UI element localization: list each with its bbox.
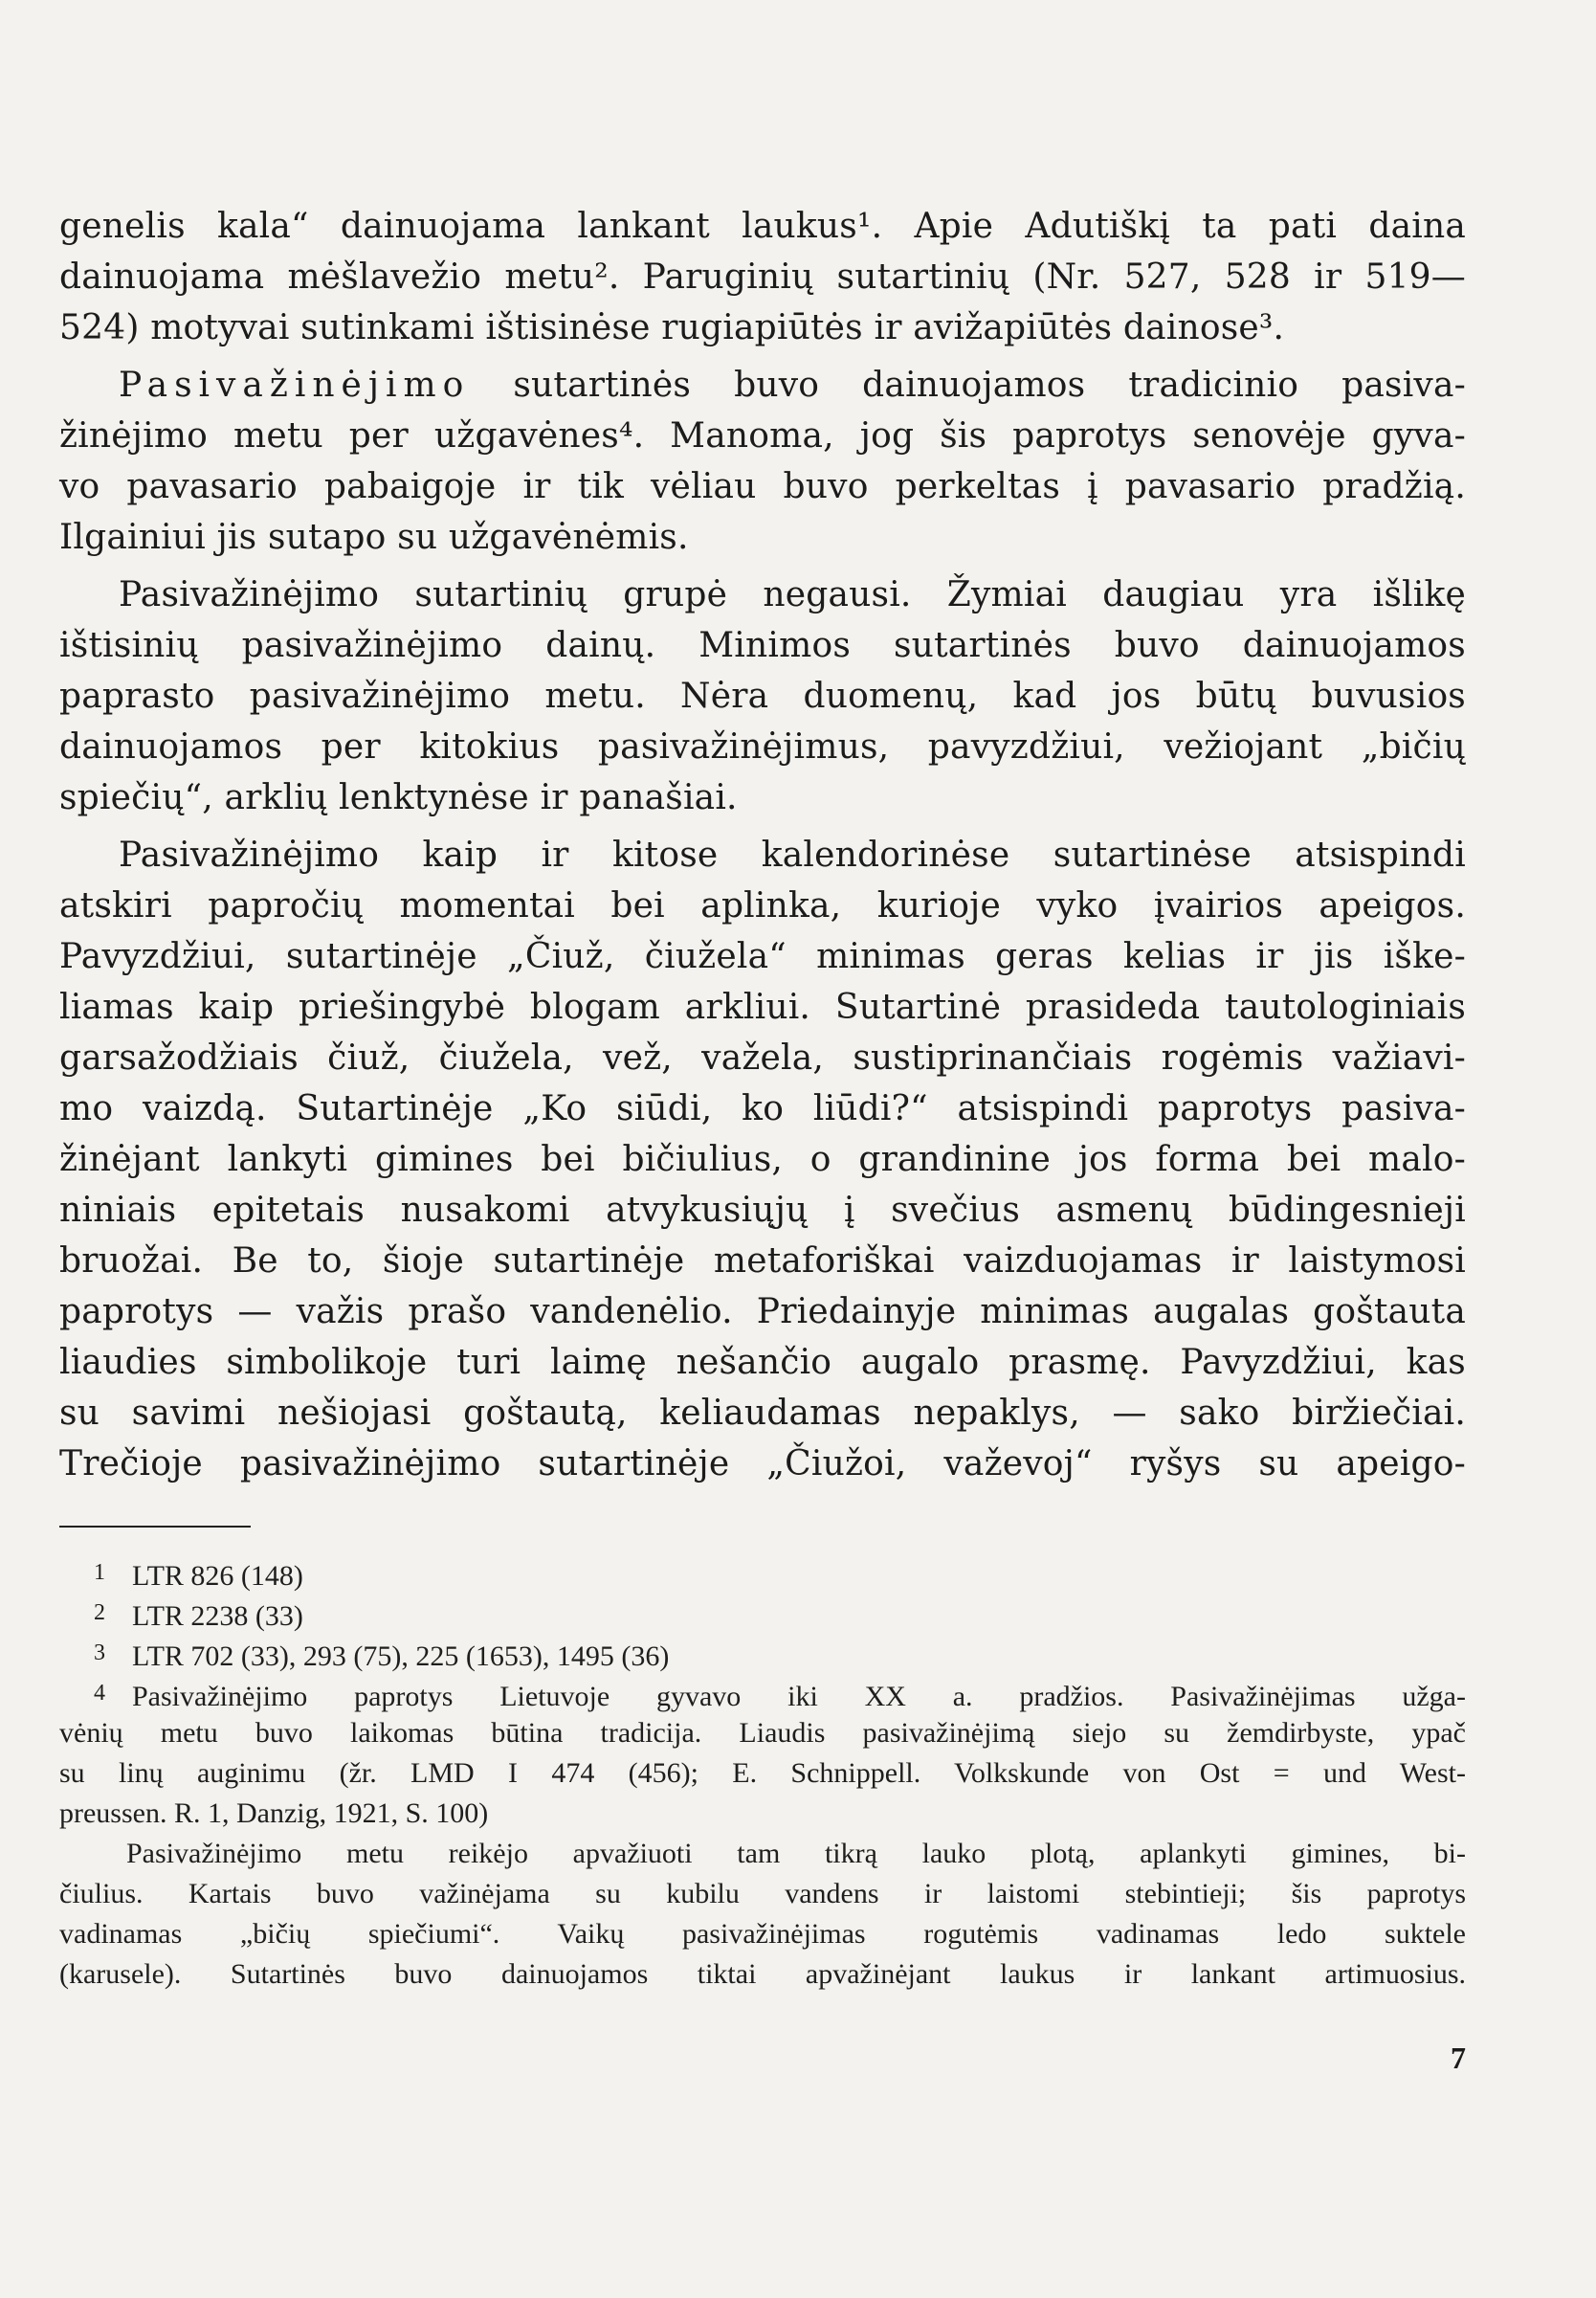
page-number: 7 (1451, 2041, 1466, 2075)
text-line: niniais epitetais nusakomi atvykusiųjų į svečius asmenų būdingesnieji (59, 1191, 1466, 1230)
footnote-text: LTR 2238 (33) (132, 1600, 303, 1632)
text-line (59, 360, 1466, 411)
footnote-text: LTR 702 (33), 293 (75), 225 (1653), 1495 (36) (132, 1640, 670, 1672)
text-line: Pasivažinėjimo sutartinių grupė negausi. Žymiai daugiau yra išlikę (119, 575, 1466, 614)
text-line: paprasto pasivažinėjimo metu. Nėra duomenų, kad jos būtų buvusios (59, 677, 1466, 716)
text-line: žinėjant lankyti gimines bei bičiulius, o grandinine jos forma bei malo- (59, 1140, 1466, 1179)
footnote-paragraph-line: čiulius. Kartais buvo važinėjama su kubilu vandens ir laistomi stebintieji; šis paprotys (59, 1878, 1466, 1909)
text-line: su savimi nešiojasi goštautą, keliaudamas nepaklys, — sako biržiečiai. (59, 1394, 1466, 1433)
footnote-text-line: su linų auginimu (žr. LMD I 474 (456); E. Schnippell. Volkskunde von Ost = und West- (59, 1757, 1466, 1789)
footnote-1: 1 LTR 826 (148) (94, 1560, 303, 1592)
text-line: dainuojamos per kitokius pasivažinėjimus, pavyzdžiui, vežiojant „bičių (59, 727, 1466, 767)
footnote-text-line: preussen. R. 1, Danzig, 1921, S. 100) (59, 1797, 489, 1829)
footnote-text-line: vėnių metu buvo laikomas būtina tradicija. Liaudis pasivažinėjimą siejo su žemdirbyste, ypač (59, 1717, 1466, 1749)
footnote-paragraph-line: vadinamas „bičių spiečiumi“. Vaikų pasivažinėjimas rogutėmis vadinamas ledo suktele (59, 1918, 1466, 1950)
footnote-paragraph-line: Pasivažinėjimo metu reikėjo apvažiuoti tam tikrą lauko plotą, aplankyti gimines, bi- (126, 1838, 1466, 1869)
text-line: mo vaizdą. Sutartinėje „Ko siūdi, ko liūdi?“ atsispindi paprotys pasiva- (59, 1089, 1466, 1128)
text-line: garsažodžiais čiuž, čiužela, vež, važela, sustiprinančiais rogėmis važiavi- (59, 1038, 1466, 1078)
text-line: liamas kaip priešingybė blogam arkliui. Sutartinė prasideda tautologiniais (59, 988, 1466, 1027)
text-line-rest: sutartinės buvo dainuojamos tradicinio pasiva- (470, 366, 1466, 405)
text-line: Pasivažinėjimo kaip ir kitose kalendorinėse sutartinėse atsispindi (119, 836, 1466, 875)
text-line: vo pavasario pabaigoje ir tik vėliau buvo perkeltas į pavasario pradžią. (59, 467, 1466, 506)
text-line: ištisinių pasivažinėjimo dainų. Minimos sutartinės buvo dainuojamos (59, 626, 1466, 665)
footnote-2: 2 LTR 2238 (33) (94, 1600, 303, 1632)
text-line: paprotys — važis prašo vandenėlio. Priedainyje minimas augalas goštauta (59, 1292, 1466, 1331)
text-line: genelis kala“ dainuojama lankant laukus¹. Apie Adutiškį ta pati daina (59, 207, 1466, 246)
footnote-paragraph-line: (karusele). Sutartinės buvo dainuojamos tiktai apvažinėjant laukus ir lankant artimuosius. (59, 1958, 1466, 1990)
main-text (59, 201, 1466, 1489)
footnote-4: 4 Pasivažinėjimo paprotys Lietuvoje gyvavo iki XX a. pradžios. Pasivažinėjimas užga- (94, 1681, 1466, 1712)
text-line: atskiri papročių momentai bei aplinka, kurioje vyko įvairios apeigos. (59, 886, 1466, 926)
footnote-text: Pasivažinėjimo paprotys Lietuvoje gyvavo iki XX a. pradžios. Pasivažinėjimas užga- (132, 1681, 1466, 1712)
footnote-separator (59, 1526, 251, 1528)
text-line: bruožai. Be to, šioje sutartinėje metaforiškai vaizduojamas ir laistymosi (59, 1241, 1466, 1281)
text-line: Ilgainiui jis sutapo su užgavėnėmis. (59, 518, 689, 557)
footnote-3: 3 LTR 702 (33), 293 (75), 225 (1653), 1495 (36) (94, 1640, 670, 1672)
text-line: Trečioje pasivažinėjimo sutartinėje „Čiužoi, važevoj“ ryšys su apeigo- (59, 1444, 1466, 1484)
footnotes (59, 1552, 1466, 1995)
text-line: žinėjimo metu per užgavėnes⁴. Manoma, jog šis paprotys senovėje gyva- (59, 416, 1466, 456)
footnote-text: LTR 826 (148) (132, 1560, 303, 1592)
text-line: dainuojama mėšlavežio metu². Paruginių sutartinių (Nr. 527, 528 ir 519— (59, 257, 1466, 297)
text-line: liaudies simbolikoje turi laimę nešančio augalo prasmę. Pavyzdžiui, kas (59, 1343, 1466, 1382)
spaced-heading-word: Pasivažinėjimo (119, 366, 471, 405)
text-line: Pavyzdžiui, sutartinėje „Čiuž, čiužela“ minimas geras kelias ir jis iške- (59, 937, 1466, 976)
text-line: 524) motyvai sutinkami ištisinėse rugiapiūtės ir avižapiūtės dainose³. (59, 308, 1285, 347)
text-line: spiečių“, arklių lenktynėse ir panašiai. (59, 778, 738, 817)
